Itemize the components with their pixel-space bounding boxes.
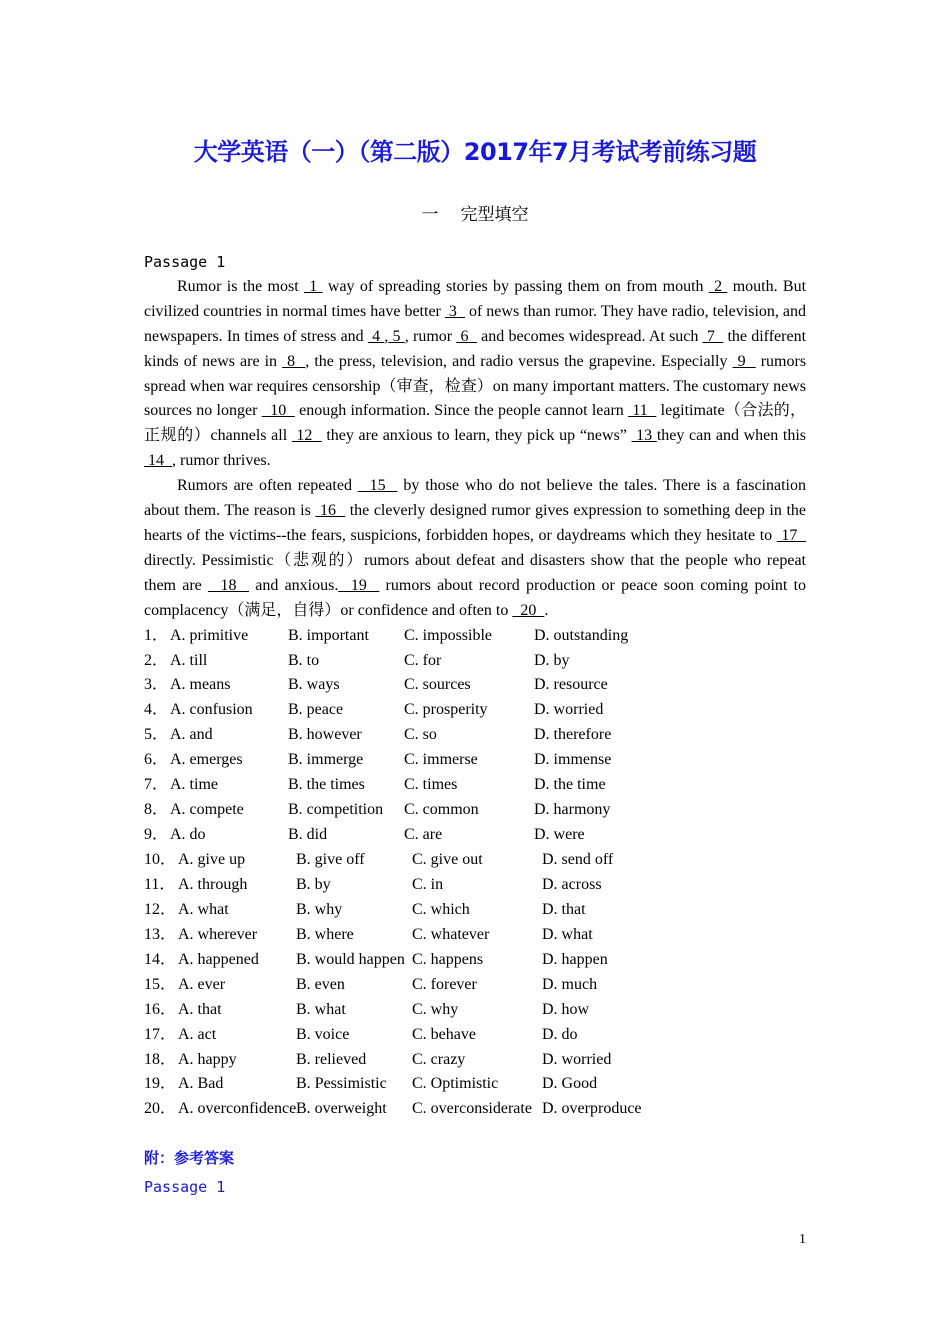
text-segment: the different kinds of news are in bbox=[144, 327, 807, 370]
question-number: 12． bbox=[144, 900, 177, 918]
question-options bbox=[144, 848, 806, 873]
blank: 16 bbox=[315, 502, 346, 520]
question-number: 5． bbox=[144, 726, 169, 744]
option-b: B. would happen bbox=[296, 950, 405, 968]
option-c: C. for bbox=[404, 651, 442, 669]
option-b: B. where bbox=[296, 925, 354, 943]
text-segment: , the press, television, and radio versus the grapevine. Especially bbox=[305, 352, 733, 370]
text-segment: , rumor bbox=[404, 327, 457, 345]
blank: 13 bbox=[631, 427, 657, 445]
question-number: 7． bbox=[144, 776, 169, 794]
option-c: C. why bbox=[412, 1000, 459, 1018]
question-number: 11． bbox=[144, 875, 176, 893]
option-a: A. do bbox=[170, 826, 206, 844]
option-a: A. act bbox=[178, 1025, 217, 1043]
blank: 8 bbox=[282, 352, 306, 370]
option-d: D. much bbox=[542, 975, 598, 993]
blank: 5 bbox=[388, 327, 405, 345]
option-b: B. voice bbox=[296, 1025, 350, 1043]
question-options bbox=[144, 1023, 806, 1048]
option-d: D. that bbox=[542, 900, 586, 918]
question-options bbox=[144, 723, 806, 748]
option-a: A. confusion bbox=[170, 701, 253, 719]
question-options bbox=[144, 698, 806, 723]
option-c: C. forever bbox=[412, 975, 477, 993]
text-segment: rumors about record production or peace soon coming point to complacency（满足，自得）or confidence and often to bbox=[144, 576, 807, 619]
text-segment: mouth. But civilized countries in normal times have better bbox=[144, 277, 807, 320]
question-options bbox=[144, 649, 806, 674]
text-segment: way of spreading stories by passing them on from mouth bbox=[322, 277, 709, 295]
option-d: D. immense bbox=[534, 751, 612, 769]
question-number: 20． bbox=[144, 1100, 177, 1118]
section-number: 一 bbox=[421, 205, 439, 225]
option-a: A. means bbox=[170, 676, 231, 694]
text-segment: rumors spread when war requires censorship（审查，检查）on many important matters. The customary news sources no longer bbox=[144, 352, 807, 420]
option-b: B. however bbox=[288, 726, 362, 744]
option-d: D. worried bbox=[534, 701, 604, 719]
option-d: D. therefore bbox=[534, 726, 612, 744]
text-segment: of news than rumor. They have radio, television, and newspapers. In times of stress and bbox=[144, 302, 807, 345]
question-number: 15． bbox=[144, 975, 177, 993]
option-a: A. happy bbox=[178, 1050, 237, 1068]
paragraph bbox=[144, 275, 806, 474]
blank: 3 bbox=[444, 302, 465, 320]
option-c: C. in bbox=[412, 875, 444, 893]
question-options bbox=[144, 823, 806, 848]
blank: 7 bbox=[702, 327, 724, 345]
option-b: B. relieved bbox=[296, 1050, 367, 1068]
option-c: C. which bbox=[412, 900, 470, 918]
text-segment: Rumors are often repeated bbox=[177, 477, 358, 495]
document-body bbox=[144, 250, 806, 1122]
option-a: A. Bad bbox=[178, 1075, 224, 1093]
blank: 9 bbox=[732, 352, 756, 370]
question-options bbox=[144, 973, 806, 998]
option-d: D. worried bbox=[542, 1050, 612, 1068]
question-number: 4． bbox=[144, 701, 169, 719]
question-number: 10． bbox=[144, 851, 177, 869]
option-b: B. immerge bbox=[288, 751, 364, 769]
document-title: 大学英语（一）（第二版）2017年7月考试考前练习题 bbox=[193, 138, 757, 166]
option-c: C. crazy bbox=[412, 1050, 466, 1068]
answers-passage-label: Passage 1 bbox=[144, 1178, 226, 1196]
option-b: B. Pessimistic bbox=[296, 1075, 387, 1093]
option-d: D. what bbox=[542, 925, 593, 943]
option-a: A. primitive bbox=[170, 626, 249, 644]
option-d: D. harmony bbox=[534, 801, 611, 819]
passage-label: Passage 1 bbox=[144, 253, 226, 271]
blank: 1 bbox=[303, 277, 323, 295]
option-d: D. overproduce bbox=[542, 1100, 642, 1118]
blank: 20 bbox=[512, 601, 545, 619]
text-segment: directly. Pessimistic（悲观的）rumors about defeat and disasters show that the people who repeat them are bbox=[144, 551, 806, 594]
option-c: C. sources bbox=[404, 676, 471, 694]
option-d: D. the time bbox=[534, 776, 606, 794]
question-options bbox=[144, 998, 806, 1023]
text-segment: enough information. Since the people cannot learn bbox=[294, 402, 629, 420]
option-d: D. outstanding bbox=[534, 626, 629, 644]
option-b: B. by bbox=[296, 875, 331, 893]
option-d: D. send off bbox=[542, 851, 614, 869]
option-a: A. what bbox=[178, 900, 229, 918]
blank: 19 bbox=[338, 576, 380, 594]
option-d: D. happen bbox=[542, 950, 608, 968]
question-options bbox=[144, 898, 806, 923]
blank: 10 bbox=[261, 402, 295, 420]
blank: 18 bbox=[208, 576, 249, 594]
question-options bbox=[144, 673, 806, 698]
option-a: A. ever bbox=[178, 975, 226, 993]
question-options bbox=[144, 948, 806, 973]
question-options bbox=[144, 1048, 806, 1073]
text-segment: legitimate（合法的，正规的）channels all bbox=[144, 402, 807, 445]
option-d: D. do bbox=[542, 1025, 578, 1043]
option-c: C. whatever bbox=[412, 925, 490, 943]
text-segment: , rumor thrives. bbox=[172, 452, 271, 470]
section-heading bbox=[0, 200, 950, 225]
option-a: A. emerges bbox=[170, 751, 243, 769]
option-d: D. Good bbox=[542, 1075, 598, 1093]
question-options bbox=[144, 624, 806, 649]
question-options bbox=[144, 773, 806, 798]
question-number: 16． bbox=[144, 1000, 177, 1018]
text-segment: and anxious. bbox=[248, 576, 339, 594]
text-segment: by those who do not believe the tales. There is a fascination about them. The reason is bbox=[144, 477, 807, 520]
question-number: 18． bbox=[144, 1050, 177, 1068]
text-segment: and becomes widespread. At such bbox=[476, 327, 703, 345]
answers-heading: 附：参考答案 bbox=[144, 1149, 235, 1167]
question-number: 8． bbox=[144, 801, 169, 819]
option-b: B. the times bbox=[288, 776, 365, 794]
option-a: A. through bbox=[178, 875, 248, 893]
question-options bbox=[144, 798, 806, 823]
option-c: C. prosperity bbox=[404, 701, 488, 719]
option-b: B. even bbox=[296, 975, 345, 993]
option-a: A. and bbox=[170, 726, 213, 744]
question-options bbox=[144, 1097, 806, 1122]
question-number: 1． bbox=[144, 626, 169, 644]
option-b: B. why bbox=[296, 900, 343, 918]
question-options bbox=[144, 923, 806, 948]
paragraph bbox=[144, 474, 806, 623]
option-b: B. important bbox=[288, 626, 369, 644]
blank: 2 bbox=[708, 277, 728, 295]
question-number: 19． bbox=[144, 1075, 177, 1093]
option-b: B. overweight bbox=[296, 1100, 387, 1118]
blank: 17 bbox=[776, 526, 806, 544]
option-a: A. give up bbox=[178, 851, 246, 869]
page-number: 1 bbox=[799, 1232, 806, 1247]
text-segment: the cleverly designed rumor gives expression to something deep in the hearts of the victims--the fears, suspicions, forbidden hopes, or daydreams which they hesitate to bbox=[144, 502, 806, 544]
option-b: B. peace bbox=[288, 701, 344, 719]
blank: 11 bbox=[628, 402, 657, 420]
question-number: 2． bbox=[144, 651, 169, 669]
option-c: C. so bbox=[404, 726, 437, 744]
options-list bbox=[144, 624, 806, 1123]
option-c: C. happens bbox=[412, 950, 484, 968]
question-options bbox=[144, 873, 806, 898]
option-a: A. compete bbox=[170, 801, 244, 819]
option-b: B. what bbox=[296, 1000, 346, 1018]
option-c: C. behave bbox=[412, 1025, 476, 1043]
option-c: C. common bbox=[404, 801, 479, 819]
option-c: C. Optimistic bbox=[412, 1075, 499, 1093]
text-segment: . bbox=[544, 601, 549, 619]
blank: 4 bbox=[367, 327, 385, 345]
option-c: C. are bbox=[404, 826, 443, 844]
blank: 6 bbox=[456, 327, 477, 345]
text-segment: Rumor is the most bbox=[177, 277, 304, 295]
question-number: 17． bbox=[144, 1025, 177, 1043]
option-b: B. competition bbox=[288, 801, 384, 819]
option-a: A. wherever bbox=[178, 925, 258, 943]
blank: 14 bbox=[144, 452, 172, 470]
option-b: B. give off bbox=[296, 851, 365, 869]
blank: 15 bbox=[357, 477, 398, 495]
question-number: 14． bbox=[144, 950, 177, 968]
question-number: 13． bbox=[144, 925, 177, 943]
option-d: D. resource bbox=[534, 676, 608, 694]
text-segment: , bbox=[384, 327, 389, 345]
passage-text bbox=[144, 275, 806, 624]
option-c: C. overconsiderate bbox=[412, 1100, 532, 1118]
option-a: A. overconfidence bbox=[178, 1100, 297, 1118]
option-d: D. across bbox=[542, 875, 602, 893]
option-d: D. how bbox=[542, 1000, 590, 1018]
option-c: C. impossible bbox=[404, 626, 493, 644]
option-d: D. by bbox=[534, 651, 570, 669]
option-a: A. that bbox=[178, 1000, 222, 1018]
question-number: 9． bbox=[144, 826, 169, 844]
question-number: 6． bbox=[144, 751, 169, 769]
option-a: A. happened bbox=[178, 950, 259, 968]
option-b: B. ways bbox=[288, 676, 340, 694]
option-c: C. times bbox=[404, 776, 458, 794]
option-a: A. time bbox=[170, 776, 218, 794]
option-c: C. give out bbox=[412, 851, 483, 869]
option-c: C. immerse bbox=[404, 751, 478, 769]
text-segment: they are anxious to learn, they pick up “news” bbox=[321, 427, 632, 445]
text-segment: they can and when this bbox=[656, 427, 807, 445]
option-b: B. did bbox=[288, 826, 328, 844]
question-number: 3． bbox=[144, 676, 169, 694]
option-a: A. till bbox=[170, 651, 208, 669]
option-b: B. to bbox=[288, 651, 320, 669]
blank: 12 bbox=[291, 427, 322, 445]
option-d: D. were bbox=[534, 826, 585, 844]
section-label: 完型填空 bbox=[460, 205, 529, 225]
question-options bbox=[144, 748, 806, 773]
question-options bbox=[144, 1072, 806, 1097]
